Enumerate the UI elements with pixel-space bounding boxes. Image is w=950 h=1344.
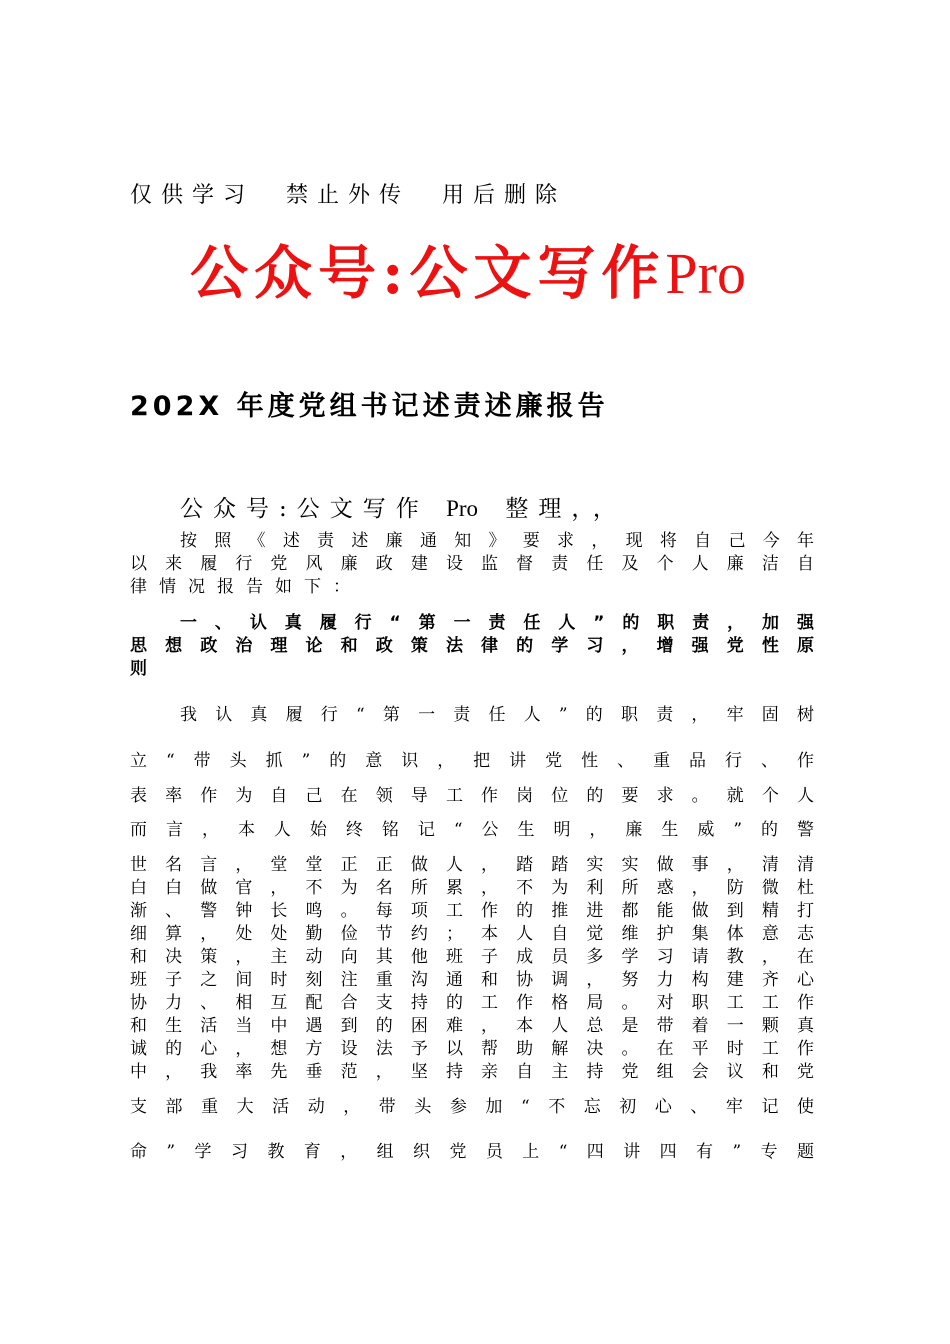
body-line: 班子之间时刻注重沟通和协调，努力构建齐心	[130, 970, 814, 990]
body-line: 表率作为自己在领导工作岗位的要求。就个人	[130, 786, 814, 806]
body-line: 和决策，主动向其他班子成员多学习请教，在	[130, 947, 814, 967]
body-line: 和生活当中遇到的困难，本人总是带着一颗真	[130, 1016, 814, 1036]
body-line: 支部重大活动，带头参加“不忘初心、牢记使	[130, 1097, 814, 1117]
body-line: 协力、相互配合支持的工作格局。对职工工作	[130, 993, 814, 1013]
section-heading-line: 则	[130, 659, 159, 679]
byline-source: 公众号:公文写作	[180, 496, 429, 522]
intro-line: 以来履行党风廉政建设监督责任及个人廉洁自	[130, 554, 814, 574]
body-line: 细算，处处勤俭节约；本人自觉维护集体意志	[130, 924, 814, 944]
section-heading-line: 思想政治理论和政策法律的学习，增强党性原	[130, 636, 814, 656]
byline-latin: Pro	[446, 496, 479, 521]
intro-line: 律情况报告如下：	[130, 577, 362, 597]
body-line: 而言，本人始终铭记“公生明，廉生威”的警	[130, 820, 814, 840]
report-title: 202X 年度党组书记述责述廉报告	[130, 391, 609, 422]
banner-chinese-text: 公众号:公文写作	[190, 239, 666, 307]
body-line: 我认真履行“第一责任人”的职责，牢固树	[180, 705, 814, 725]
byline-suffix: 整理，，	[505, 496, 626, 522]
body-line: 命”学习教育，组织党员上“四讲四有”专题	[130, 1142, 814, 1162]
body-line: 立“带头抓”的意识，把讲党性、重品行、作	[130, 751, 814, 771]
body-line: 诚的心，想方设法予以帮助解决。在平时工作	[130, 1039, 814, 1059]
intro-line: 按照《述责述廉通知》要求，现将自己今年	[180, 531, 814, 551]
body-line: 世名言，堂堂正正做人，踏踏实实做事，清清	[130, 855, 814, 875]
body-line: 中，我率先垂范，坚持亲自主持党组会议和党	[130, 1062, 814, 1082]
wechat-banner	[190, 226, 746, 310]
banner-latin-text: Pro	[665, 241, 746, 306]
byline	[180, 490, 626, 523]
body-line: 白白做官，不为名所累，不为利所惑，防微杜	[130, 878, 814, 898]
body-line: 渐、警钟长鸣。每项工作的推进都能做到精打	[130, 901, 814, 921]
section-heading-line: 一、认真履行“第一责任人”的职责，加强	[180, 613, 814, 633]
usage-notice: 仅供学习 禁止外传 用后删除	[130, 183, 566, 208]
